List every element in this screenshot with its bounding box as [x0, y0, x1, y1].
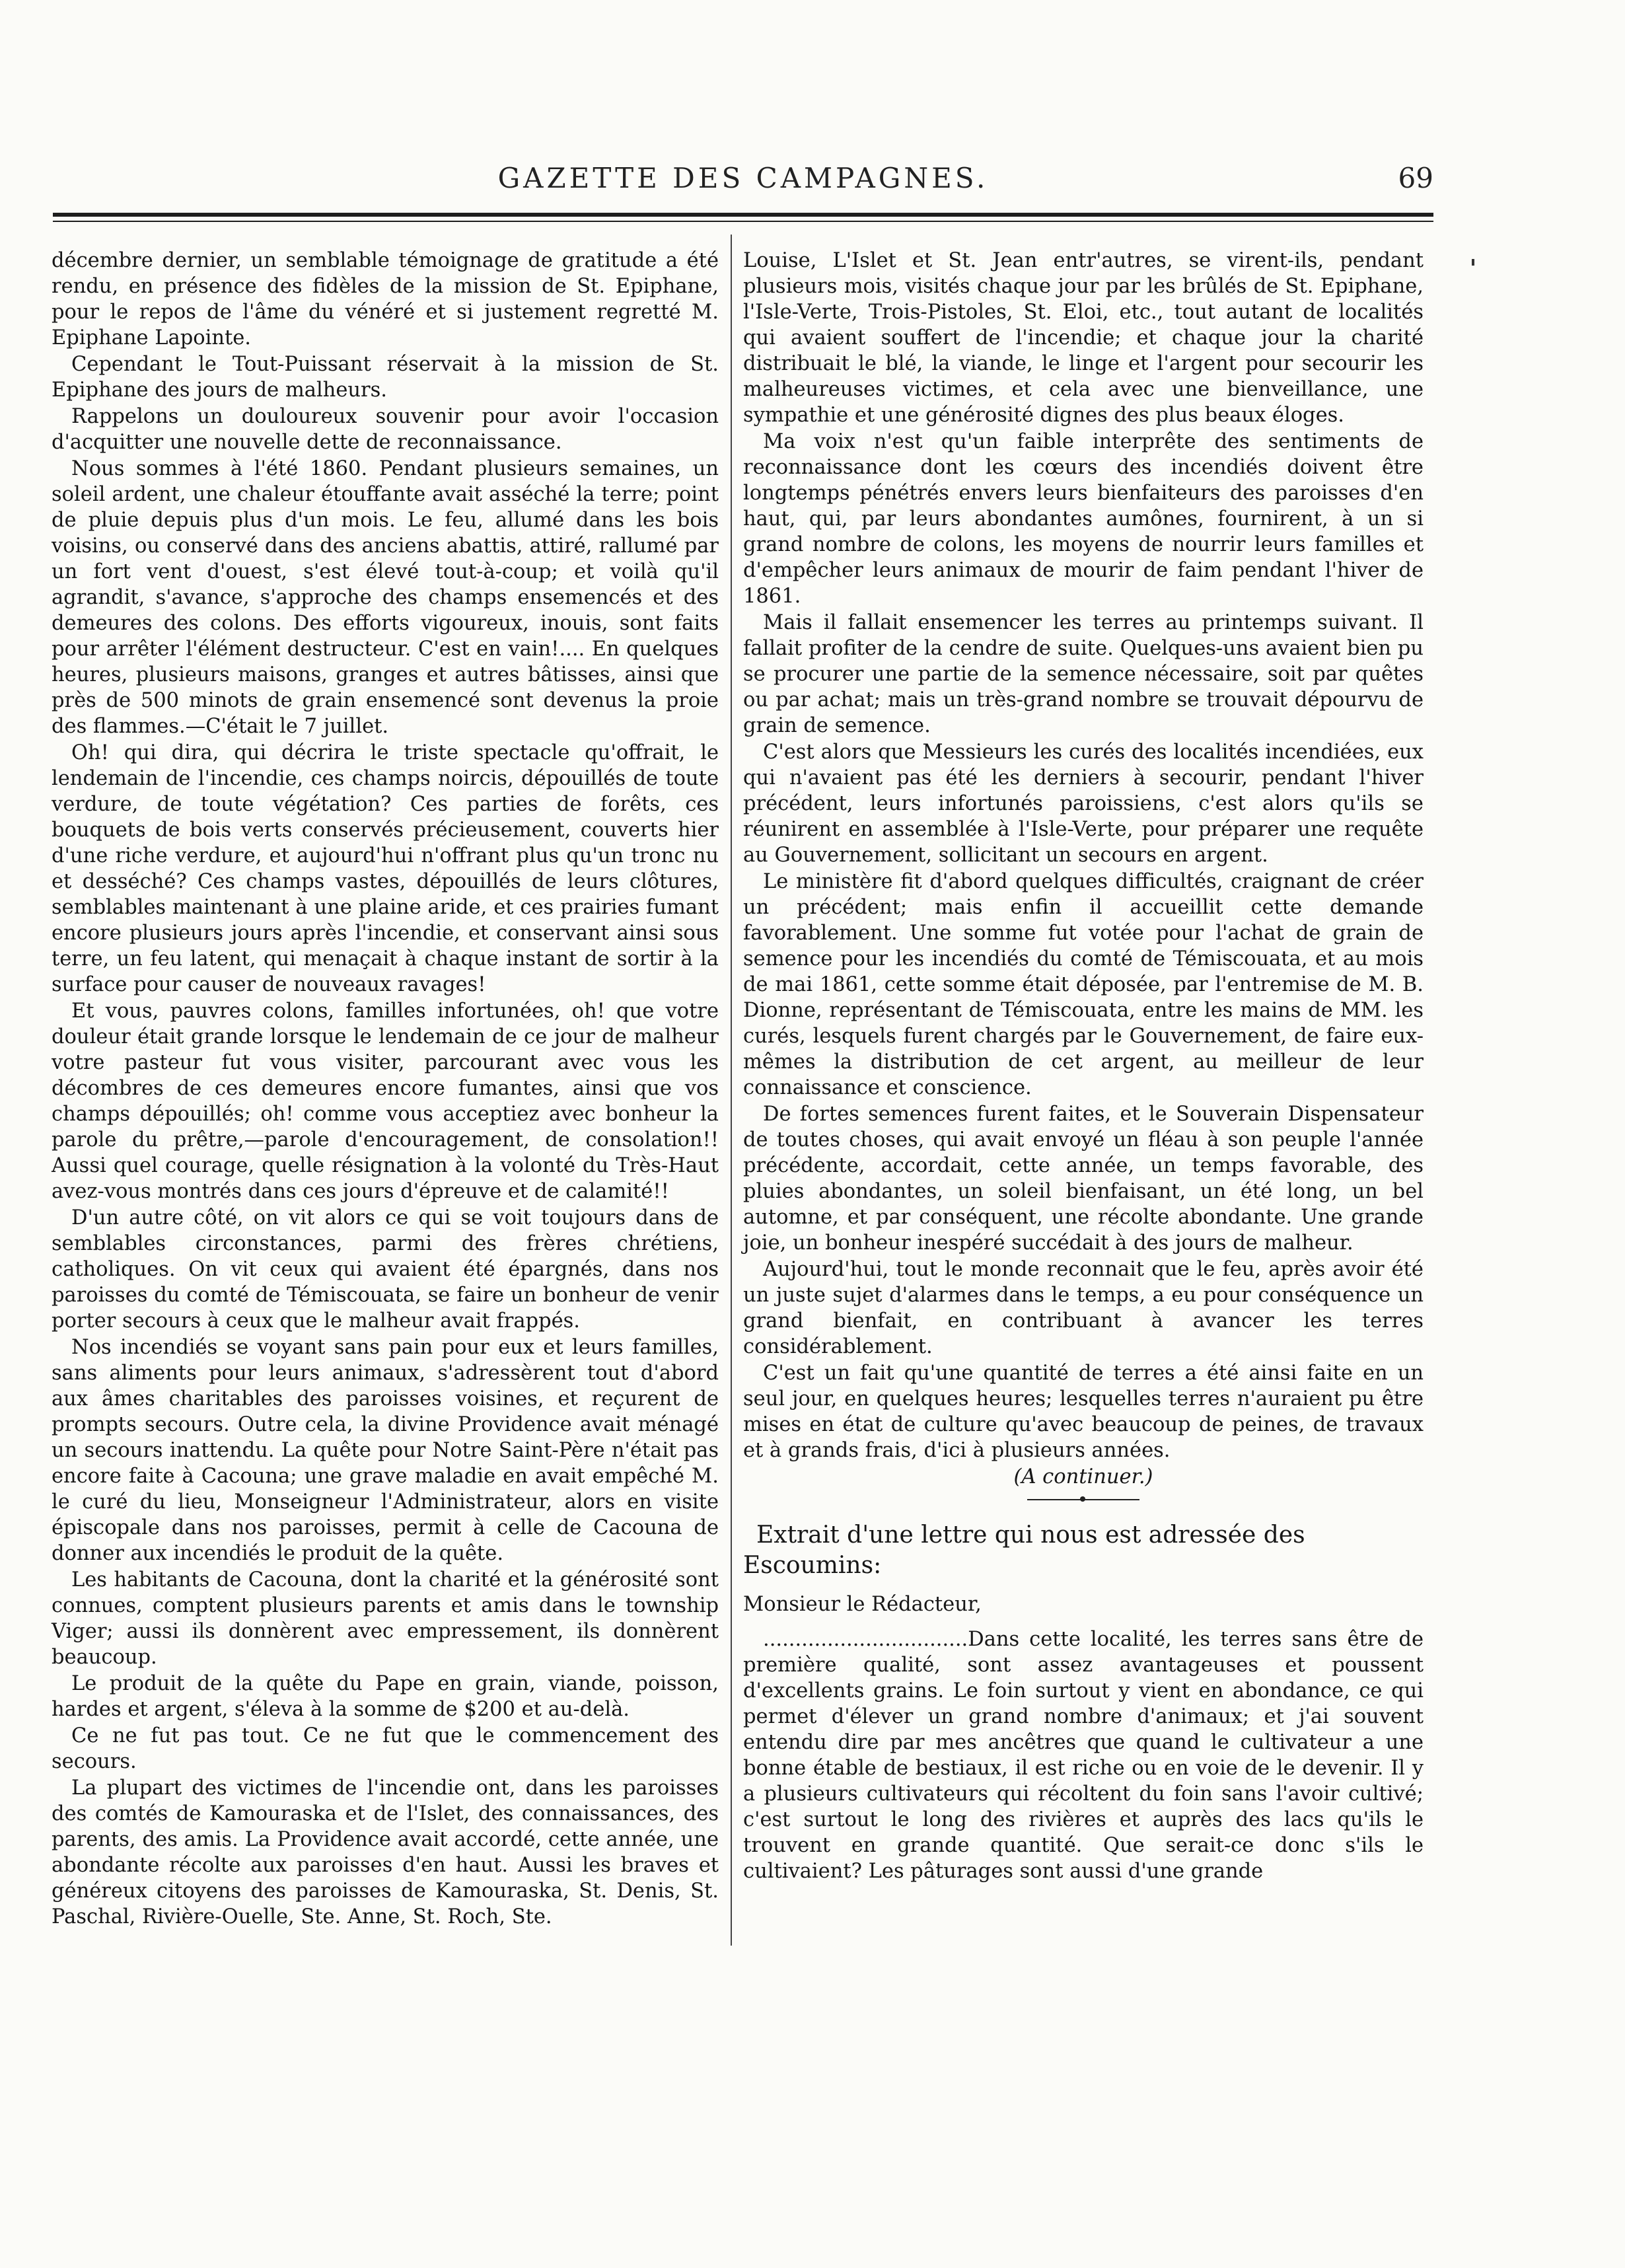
paragraph: Nous sommes à l'été 1860. Pendant plusieurs semaines, un soleil ardent, une chaleur étouffante avait asséché la terre; point de pluie depuis plus d'un mois. Le feu, allumé dans les bois voisins, ou conservé dans des anciens abattis, attiré, rallumé par un fort vent d'ouest, s'est élevé tout-à-coup; et voilà qu'il agrandit, s'avance, s'approche des champs ensemencés et des demeures des colons. Des efforts vigoureux, inouis, sont faits pour arrêter l'élément destructeur. C'est en vain!.... En quelques heures, plusieurs maisons, granges et autres bâtisses, ainsi que près de 500 minots de grain ensemencé sont devenus la proie des flammes.—C'était le 7 juillet. [52, 457, 719, 738]
paragraph: Oh! qui dira, qui décrira le triste spectacle qu'offrait, le lendemain de l'incendie, ces champs noircis, dépouillés de toute verdure, de toute végétation? Ces parties de forêts, ces bouquets de bois verts conservés précieusement, couverts hier d'une riche verdure, et aujourd'hui n'offrant plus qu'un tronc nu et desséché? Ces champs vastes, dépouillés de leurs clôtures, semblables maintenant à une plaine aride, et ces prairies fumant encore plusieurs jours après l'incendie, et conservant ainsi sous terre, un feu latent, qui menaçait à chaque instant de sortir à la surface pour causer de nouveaux ravages! [52, 741, 719, 996]
paragraph: Rappelons un douloureux souvenir pour avoir l'occasion d'acquitter une nouvelle dette de reconnaissance. [52, 405, 719, 454]
continuation-note: (A continuer.) [1013, 1465, 1153, 1488]
paragraph: Ma voix n'est qu'un faible interprête des sentiments de reconnaissance dont les cœurs des incendiés doivent être longtemps pénétrés envers leurs bienfaiteurs des paroisses d'en haut, qui, par leurs abondantes aumônes, fournirent, à un si grand nombre de colons, les moyens de nourrir leurs familles et d'empêcher leurs animaux de mourir de faim pendant l'hiver de 1861. [743, 430, 1424, 608]
paragraph: C'est un fait qu'une quantité de terres a été ainsi faite en un seul jour, en quelques heures; lesquelles terres n'auraient pu être mises en état de culture qu'avec beaucoup de peines, de travaux et à grands frais, d'ici à plusieurs années. [743, 1362, 1424, 1462]
letter-salutation: Monsieur le Rédacteur, [743, 1593, 982, 1616]
paragraph: De fortes semences furent faites, et le Souverain Dispensateur de toutes choses, qui avait envoyé un fléau à son peuple l'année précédente, accordait, cette année, un temps favorable, des pluies abondantes, un soleil bienfaisant, un été long, un bel automne, et par conséquent, une récolte abondante. Une grande joie, un bonheur inespéré succédait à des jours de malheur. [743, 1103, 1424, 1255]
paragraph: Et vous, pauvres colons, familles infortunées, oh! que votre douleur était grande lorsque le lendemain de ce jour de malheur votre pasteur fut vous visiter, parcourant avec vous les décombres de ces demeures encore fumantes, ainsi que vos champs dépouillés; oh! comme vous acceptiez avec bonheur la parole du prêtre,—parole d'encouragement, de consolation!! Aussi quel courage, quelle résignation à la volonté du Très-Haut avez-vous montrés dans ces jours d'épreuve et de calamité!! [52, 1000, 719, 1203]
paragraph: Les habitants de Cacouna, dont la charité et la générosité sont connues, comptent plusieurs parents et amis dans le township Viger; aussi ils donnèrent avec empressement, ils donnèrent beaucoup. [52, 1568, 719, 1669]
left-column [52, 248, 719, 1930]
paragraph: Aujourd'hui, tout le monde reconnait que le feu, après avoir été un juste sujet d'alarmes dans le temps, a eu pour conséquence un grand bienfait, en contribuant à avancer les terres considérablement. [743, 1258, 1424, 1358]
page-header [53, 132, 1433, 205]
paragraph: Le ministère fit d'abord quelques difficultés, craignant de créer un précédent; mais enfin il accueillit cette demande favorablement. Une somme fut votée pour l'achat de grain de semence pour les incendiés du comté de Témiscouata, et au mois de mai 1861, cette somme était déposée, par l'entremise de M. B. Dionne, représentant de Témiscouata, entre les mains de MM. les curés, lesquels furent chargés par le Gouvernement, de faire eux-mêmes la distribution de cet argent, au meilleur de leur connaissance et conscience. [743, 870, 1424, 1099]
paragraph: Louise, L'Islet et St. Jean entr'autres, se virent-ils, pendant plusieurs mois, visités chaque jour par les brûlés de St. Epiphane, l'Isle-Verte, Trois-Pistoles, St. Eloi, etc., tout autant de localités qui avaient souffert de l'incendie; et chaque jour la charité distribuait le blé, la viande, le linge et l'argent pour secourir les malheureuses victimes, et cela avec une bienveillance, une sympathie et une générosité dignes des plus beaux éloges. [743, 249, 1424, 427]
letter-paragraph: ................................Dans cette localité, les terres sans être de première qualité, sont assez avantageuses et poussent d'excellents grains. Le foin surtout y vient en abondance, ce qui permet d'élever un grand nombre d'animaux; et j'ai souvent entendu dire par mes ancêtres que quand le cultivateur a une bonne étable de bestiaux, il est riche ou en voie de le devenir. Il y a plusieurs cultivateurs qui récoltent du foin sans l'avoir cultivé; c'est surtout le long des rivières et auprès des lacs qu'ils le trouvent en grande quantité. Que serait-ce donc s'ils le cultivaient? Les pâturages sont aussi d'une grande [743, 1628, 1424, 1883]
running-title: GAZETTE DES CAMPAGNES. [497, 162, 989, 194]
paragraph: La plupart des victimes de l'incendie ont, dans les paroisses des comtés de Kamouraska et de l'Islet, des connaissances, des parents, des amis. La Providence avait accordé, cette année, une abondante récolte aux paroisses d'en haut. Aussi les braves et généreux citoyens des paroisses de Kamouraska, St. Denis, St. Paschal, Rivière-Ouelle, Ste. Anne, St. Roch, Ste. [52, 1776, 719, 1928]
margin-mark [1472, 259, 1474, 266]
column-divider [731, 235, 732, 1946]
paragraph: Le produit de la quête du Pape en grain, viande, poisson, hardes et argent, s'éleva à la somme de $200 et au-delà. [52, 1672, 719, 1721]
section-separator [1027, 1499, 1139, 1500]
paragraph: D'un autre côté, on vit alors ce qui se voit toujours dans de semblables circonstances, parmi des frères chrétiens, catholiques. On vit ceux qui avaient été épargnés, dans nos paroisses du comté de Témiscouata, se faire un bonheur de venir porter secours à ceux que le malheur avait frappés. [52, 1206, 719, 1333]
paragraph: décembre dernier, un semblable témoignage de gratitude a été rendu, en présence des fidèles de la mission de St. Epiphane, pour le repos de l'âme du vénéré et si justement regretté M. Epiphane Lapointe. [52, 249, 719, 349]
header-rule-thick [53, 213, 1433, 217]
header-rule-thin [53, 221, 1433, 222]
paragraph: Ce ne fut pas tout. Ce ne fut que le commencement des secours. [52, 1724, 719, 1773]
paragraph: C'est alors que Messieurs les curés des localités incendiées, eux qui n'avaient pas été les derniers à secourir, pendant l'hiver précédent, leurs infortunés paroissiens, c'est alors qu'ils se réunirent en assemblée à l'Isle-Verte, pour préparer une requête au Gouvernement, sollicitant un secours en argent. [743, 741, 1424, 867]
letter-heading: Extrait d'une lettre qui nous est adressée des Escoumins: [743, 1521, 1305, 1579]
right-column [743, 248, 1424, 1885]
paragraph: Cependant le Tout-Puissant réservait à la mission de St. Epiphane des jours de malheurs. [52, 353, 719, 402]
paragraph: Mais il fallait ensemencer les terres au printemps suivant. Il fallait profiter de la cendre de suite. Quelques-uns avaient bien pu se procurer une partie de la semence nécessaire, soit par quêtes ou par achat; mais un très-grand nombre se trouvait dépourvu de grain de semence. [743, 611, 1424, 737]
paragraph: Nos incendiés se voyant sans pain pour eux et leurs familles, sans aliments pour leurs animaux, s'adressèrent tout d'abord aux âmes charitables des paroisses voisines, et reçurent de prompts secours. Outre cela, la divine Providence avait ménagé un secours inattendu. La quête pour Notre Saint-Père n'était pas encore faite à Cacouna; une grave maladie en avait empêché M. le curé du lieu, Monseigneur l'Administrateur, alors en visite épiscopale dans nos paroisses, permit à celle de Cacouna de donner aux incendiés le produit de la quête. [52, 1336, 719, 1565]
page-number: 69 [1398, 162, 1433, 194]
